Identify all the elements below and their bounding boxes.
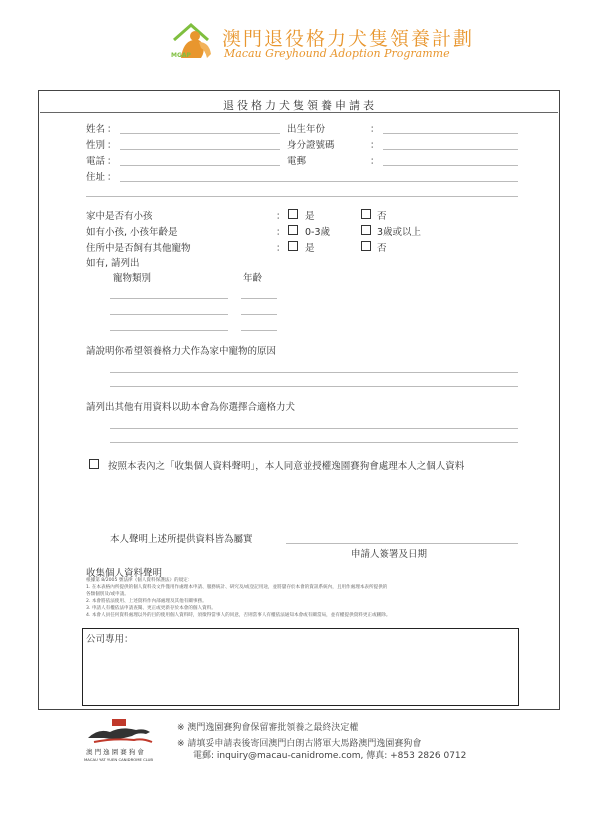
q-pets: 住所中是否飼有其他寵物 [86, 243, 191, 254]
greyhound-logo-icon [84, 718, 158, 746]
colon: ： [370, 140, 380, 151]
label-phone: 電話 [86, 156, 106, 167]
label-address: 住址 [86, 172, 106, 183]
colon: ： [107, 156, 117, 167]
privacy-title: 收集個人資料聲明 [86, 568, 163, 579]
address-field-2[interactable] [86, 196, 518, 197]
logo [171, 20, 217, 62]
label-birth: 出生年份 [287, 124, 326, 135]
q-list: 如有, 請列出 [86, 258, 140, 269]
signature-field[interactable] [286, 543, 518, 544]
q-reason: 請說明你希望領養格力犬作為家中寵物的原因 [86, 346, 277, 357]
privacy-line: 3. 申請人有權依法申請查閱、更正或更新存於本會的個人資料。 [86, 606, 216, 611]
children-no-checkbox[interactable] [361, 209, 371, 219]
declaration-text: 本人聲明上述所提供資料皆為屬實 [110, 534, 253, 545]
privacy-line: 2. 本會將依法使用、上述資料作內部處理及其他有關事務。 [86, 599, 207, 604]
opt-no: 否 [377, 243, 387, 254]
q-info: 請列出其他有用資料以助本會為你選擇合適格力犬 [86, 402, 296, 413]
label-id: 身分證號碼 [287, 140, 335, 151]
privacy-line: 根據第 8/2005 號法律《個人資料保護法》的規定： [86, 578, 193, 583]
label-name: 姓名 [86, 124, 106, 135]
id-field[interactable] [383, 149, 518, 150]
club-logo [84, 718, 158, 764]
club-name-en: MACAU YAT YUEN CANIDROME CLUB [84, 757, 154, 762]
info-field[interactable] [110, 428, 518, 429]
privacy-line: 1. 在本表格內所提供的個人資料及文件僅用作處理本申請、服務統計、研究及/或登記用途，並將儲存於本會的資訊系統內，且用作處理本表所提供的 [86, 585, 388, 590]
info-field[interactable] [110, 442, 518, 443]
phone-field[interactable] [120, 165, 280, 166]
birth-field[interactable] [383, 133, 518, 134]
children-yes-checkbox[interactable] [288, 209, 298, 219]
colon: ： [276, 227, 286, 238]
privacy-line: 4. 本會人員任何資料處理以外的目的使用個人資料時，須徵得當事人的同意，否則當事人有權依法通知本會或有關當局，並有權提供資料更正或刪除。 [86, 613, 391, 618]
opt-no: 否 [377, 211, 387, 222]
pets-yes-checkbox[interactable] [288, 241, 298, 251]
colon: ： [107, 140, 117, 151]
title-divider [40, 112, 558, 113]
q-children: 家中是否有小孩 [86, 211, 153, 222]
signature-label: 申請人簽署及日期 [351, 549, 428, 560]
opt-yes: 是 [305, 243, 315, 254]
colon: ： [370, 124, 380, 135]
pet-age-field[interactable] [241, 298, 277, 299]
logo-badge: MGAP [171, 52, 191, 59]
opt-yes: 是 [305, 211, 315, 222]
pet-type-field[interactable] [110, 298, 228, 299]
colon: ： [276, 211, 286, 222]
address-field[interactable] [120, 181, 518, 182]
consent-text: 按照本表內之「收集個人資料聲明」，本人同意並授權逸園賽狗會處理本人之個人資料 [108, 461, 465, 472]
pet-type-field[interactable] [110, 314, 228, 315]
footer-note-1: ※ 澳門逸園賽狗會保留審批領養之最終決定權 [177, 723, 359, 733]
company-use-label: 公司專用： [86, 634, 134, 645]
pet-age-field[interactable] [241, 330, 277, 331]
company-use-box[interactable] [82, 628, 519, 706]
label-gender: 性別 [86, 140, 106, 151]
colon: ： [107, 124, 117, 135]
pets-no-checkbox[interactable] [361, 241, 371, 251]
reason-field[interactable] [110, 372, 518, 373]
pet-age-field[interactable] [241, 314, 277, 315]
logo-title-en: Macau Greyhound Adoption Programme [224, 47, 450, 60]
colon: ： [370, 156, 380, 167]
age-3-plus-checkbox[interactable] [361, 225, 371, 235]
reason-field[interactable] [110, 386, 518, 387]
opt-age2: 3歲或以上 [377, 227, 422, 238]
pet-type-field[interactable] [110, 330, 228, 331]
colon: ： [107, 172, 117, 183]
age-0-3-checkbox[interactable] [288, 225, 298, 235]
consent-checkbox[interactable] [89, 459, 99, 469]
email-field[interactable] [383, 165, 518, 166]
q-children-age: 如有小孩, 小孩年齡是 [86, 227, 178, 238]
footer-note-2: ※ 請填妥申請表後寄回澳門白朗古將軍大馬路澳門逸園賽狗會 [177, 739, 422, 749]
footer-contact: 電郵: inquiry@macau-canidrome.com, 傳真: +853 2826 0712 [193, 751, 467, 761]
label-email: 電郵 [287, 156, 307, 167]
col-pet-type: 寵物類別 [113, 273, 152, 284]
colon: ： [276, 243, 286, 254]
gender-field[interactable] [120, 149, 280, 150]
club-name-cn: 澳 門 逸 園 賽 狗 會 [86, 748, 144, 756]
privacy-line: 各類個別及/或申請。 [86, 592, 129, 597]
logo-title-cn: 澳門退役格力犬隻領養計劃 [222, 28, 475, 50]
col-age: 年齡 [243, 273, 263, 284]
name-field[interactable] [120, 133, 280, 134]
opt-age1: 0-3歲 [305, 227, 331, 238]
form-title: 退役格力犬隻領養申請表 [223, 99, 377, 112]
